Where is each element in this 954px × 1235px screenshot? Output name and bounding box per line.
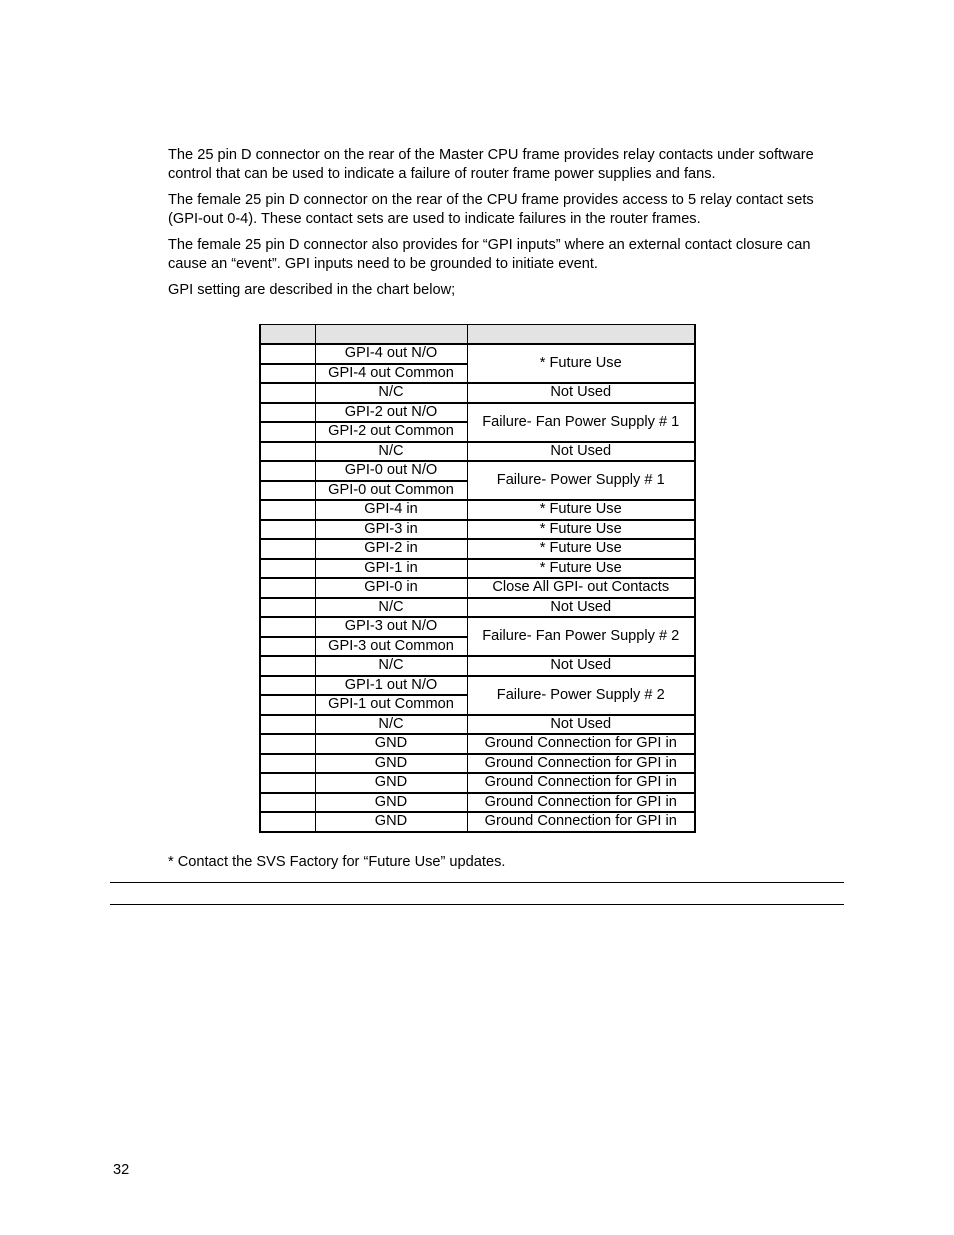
function-cell: * Future Use [467,559,695,579]
signal-cell: GPI-1 in [315,559,467,579]
pin-cell [260,793,315,813]
signal-cell: GPI-2 in [315,539,467,559]
function-cell: Ground Connection for GPI in [467,773,695,793]
table-row [260,520,695,540]
pin-cell [260,481,315,501]
function-cell: Close All GPI- out Contacts [467,578,695,598]
signal-cell: GPI-0 out Common [315,481,467,501]
pin-cell [260,578,315,598]
header-pin [260,325,315,345]
pin-cell [260,383,315,403]
table-row [260,734,695,754]
table-row [260,617,695,637]
footer-divider-top [110,882,844,883]
signal-cell: GPI-0 in [315,578,467,598]
table-row [260,754,695,774]
intro-paragraph: The 25 pin D connector on the rear of the Master CPU frame provides relay contacts under software control that can be used to indicate a failure of router frame power supplies and fans. [168,147,814,182]
table-row [260,461,695,481]
signal-cell: N/C [315,598,467,618]
function-cell: * Future Use [467,500,695,520]
table-row [260,715,695,735]
signal-cell: GND [315,793,467,813]
signal-cell: GPI-1 out Common [315,695,467,715]
relay-contacts-paragraph: The female 25 pin D connector on the rear of the CPU frame provides access to 5 relay contact sets (GPI-out 0-4). These contact sets are used to indicate failures in the router frames. [168,192,814,227]
pin-cell [260,617,315,637]
pin-cell [260,715,315,735]
function-cell: * Future Use [467,520,695,540]
pin-cell [260,695,315,715]
table-row [260,539,695,559]
signal-cell: GPI-4 in [315,500,467,520]
table-row [260,442,695,462]
function-cell: Not Used [467,656,695,676]
pin-cell [260,520,315,540]
function-cell: Ground Connection for GPI in [467,754,695,774]
signal-cell: N/C [315,383,467,403]
function-cell: Not Used [467,383,695,403]
function-cell: Not Used [467,715,695,735]
pin-cell [260,656,315,676]
signal-cell: GPI-1 out N/O [315,676,467,696]
table-row [260,578,695,598]
table-row [260,403,695,423]
pin-cell [260,812,315,832]
function-cell: Failure- Power Supply # 1 [467,461,695,500]
page-number: 32 [113,1162,130,1178]
signal-cell: N/C [315,656,467,676]
signal-cell: GND [315,812,467,832]
signal-cell: GPI-4 out Common [315,364,467,384]
table-row [260,656,695,676]
gpi-pinout-table [259,324,696,833]
table-header-row [260,325,695,345]
pin-cell [260,598,315,618]
table-row [260,812,695,832]
table-row [260,793,695,813]
pin-cell [260,344,315,364]
function-cell: Ground Connection for GPI in [467,812,695,832]
table-row [260,598,695,618]
pin-cell [260,773,315,793]
pin-cell [260,422,315,442]
function-cell: Failure- Fan Power Supply # 2 [467,617,695,656]
signal-cell: GND [315,773,467,793]
signal-cell: GND [315,734,467,754]
signal-cell: GPI-3 out N/O [315,617,467,637]
pin-cell [260,734,315,754]
table-row [260,500,695,520]
function-cell: Ground Connection for GPI in [467,793,695,813]
table-row [260,676,695,696]
signal-cell: N/C [315,715,467,735]
signal-cell: GPI-2 out N/O [315,403,467,423]
table-row [260,559,695,579]
chart-intro-paragraph: GPI setting are described in the chart below; [168,282,456,298]
signal-cell: GND [315,754,467,774]
function-cell: Not Used [467,442,695,462]
function-cell: * Future Use [467,344,695,383]
function-cell: Failure- Power Supply # 2 [467,676,695,715]
pin-cell [260,754,315,774]
pin-cell [260,403,315,423]
header-signal [315,325,467,345]
header-function [467,325,695,345]
function-cell: Not Used [467,598,695,618]
pin-cell [260,364,315,384]
pin-cell [260,461,315,481]
table-row [260,383,695,403]
signal-cell: GPI-4 out N/O [315,344,467,364]
pin-cell [260,559,315,579]
function-cell: Ground Connection for GPI in [467,734,695,754]
footer-divider-bottom [110,904,844,905]
future-use-footnote: * Contact the SVS Factory for “Future Use” updates. [168,854,506,870]
pin-cell [260,500,315,520]
gpi-inputs-paragraph: The female 25 pin D connector also provides for “GPI inputs” where an external contact closure can cause an “event”. GPI inputs need to be grounded to initiate event. [168,237,811,272]
signal-cell: GPI-3 in [315,520,467,540]
signal-cell: N/C [315,442,467,462]
pin-cell [260,539,315,559]
pin-cell [260,676,315,696]
pin-cell [260,637,315,657]
table-row [260,344,695,364]
pin-cell [260,442,315,462]
function-cell: * Future Use [467,539,695,559]
function-cell: Failure- Fan Power Supply # 1 [467,403,695,442]
signal-cell: GPI-2 out Common [315,422,467,442]
signal-cell: GPI-3 out Common [315,637,467,657]
table-row [260,773,695,793]
signal-cell: GPI-0 out N/O [315,461,467,481]
